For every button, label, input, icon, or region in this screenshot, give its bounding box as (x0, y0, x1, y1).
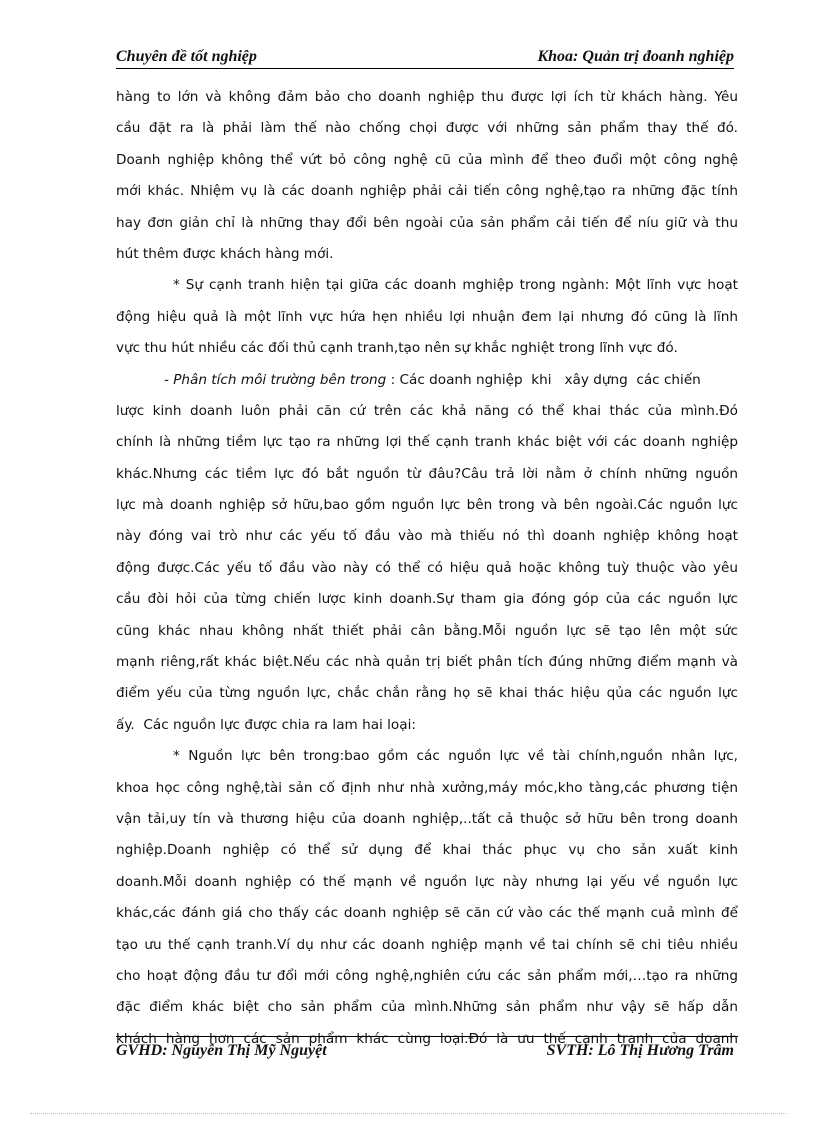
text-line (116, 616, 738, 647)
document-body (116, 82, 738, 1055)
text-line (116, 365, 738, 396)
line-text: hàng to lớn và không đảm bảo cho doanh nghiệp thu được lợi ích từ khách hàng. Yêu (116, 89, 738, 105)
text-line (116, 553, 738, 584)
line-text: khách hàng hơn các sản phẩm khác cùng loại.Đó là ưu thế cạnh tranh của doanh (116, 1030, 738, 1047)
footer-advisor: GVHD: Nguyễn Thị Mỹ Nguyệt (116, 1042, 327, 1059)
text-line (116, 741, 738, 772)
text-line (116, 176, 738, 207)
header-department: Khoa: Quản trị đoanh nghiệp (537, 48, 734, 65)
line-text: Doanh nghiệp không thể vứt bỏ công nghệ cũ của mình để theo đuổi một công nghệ (116, 151, 738, 168)
line-text: : Các doanh nghiệp khi xây dựng các chiến (386, 371, 701, 388)
line-text: * Sự cạnh tranh hiện tại giữa các doanh mghiệp trong ngành: Một lĩnh vực hoạt (173, 277, 738, 294)
page-bottom-border (30, 1113, 786, 1114)
line-text: cầu đòi hỏi của từng chiến lược kinh doanh.Sự tham gia đóng góp của các nguồn lực (116, 591, 738, 608)
line-text: nghiệp.Doanh nghiệp có thể sử dụng để khai thác phục vụ cho sản xuất kinh (116, 842, 738, 859)
text-line (116, 396, 738, 427)
line-text: chính là những tiềm lực tạo ra những lợi thế cạnh tranh khác biệt với các doanh nghiệp (116, 434, 738, 451)
line-text: tạo ưu thế cạnh tranh.Ví dụ như các doanh nghiệp mạnh về tai chính sẽ chi tiêu nhiều (116, 936, 738, 953)
line-text: hay đơn giản chỉ là những thay đổi bên ngoài của sản phẩm cải tiến để níu giữ và thu (116, 214, 738, 231)
text-line (116, 647, 738, 678)
text-line (116, 113, 738, 144)
text-line (116, 145, 738, 176)
text-line (116, 992, 738, 1023)
text-line (116, 930, 738, 961)
line-text: đặc điểm khác biệt cho sản phẩm của mình.Những sản phẩm như vậy sẽ hấp dẫn (116, 999, 738, 1016)
line-text: vận tải,uy tín và thương hiệu của doanh nghiệp,..tất cả thuộc sở hữu bên trong doanh (116, 810, 738, 827)
text-line (116, 961, 738, 992)
footer-divider (116, 1036, 738, 1037)
text-line (116, 898, 738, 929)
page-header (116, 48, 734, 69)
text-line (116, 835, 738, 866)
text-line (116, 239, 738, 270)
line-text: động được.Các yếu tố đầu vào này có thể có hiệu quả hoặc không tuỳ thuộc vào yêu (116, 559, 738, 576)
line-text: khoa học công nghệ,tài sản cố định như nhà xưởng,máy móc,kho tàng,các phương tiện (116, 779, 738, 796)
line-text: động hiệu quả là một lĩnh vực hứa hẹn nhiều lợi nhuận đem lại nhưng đó cũng là lĩnh (116, 308, 738, 325)
text-line (116, 584, 738, 615)
page-footer (116, 1042, 734, 1060)
text-line (116, 804, 738, 835)
line-text: khác,các đánh giá cho thấy các doanh nghiệp sẽ căn cứ vào các thế mạnh cuả mình để (116, 905, 738, 922)
footer-student: SVTH: Lô Thị Hương Trâm (546, 1042, 734, 1059)
text-line (116, 270, 738, 301)
header-title: Chuyên đề tốt nghiệp (116, 48, 257, 65)
line-text: doanh.Mỗi doanh nghiệp có thế mạnh về nguồn lực này nhưng lại yếu về nguồn lực (116, 873, 738, 890)
line-text: cầu đặt ra là phải làm thế nào chống chọi được với những sản phẩm thay thế đó. (116, 120, 738, 137)
line-text: điểm yếu của từng nguồn lực, chắc chắn rằng họ sẽ khai thác hiệu qủa các nguồn lực (116, 685, 738, 702)
line-text: hút thêm được khách hàng mới. (116, 245, 334, 262)
text-line (116, 427, 738, 458)
text-line (116, 490, 738, 521)
text-line (116, 678, 738, 709)
line-text: vực thu hút nhiều các đối thủ cạnh tranh,tạo nên sự khắc nghiệt trong lĩnh vực đó. (116, 340, 678, 357)
line-text: cũng khác nhau không nhất thiết phải cân bằng.Mỗi nguồn lực sẽ tạo lên một sức (116, 622, 738, 639)
text-line (116, 867, 738, 898)
line-text: ấy. Các nguồn lực được chia ra lam hai loại: (116, 716, 416, 733)
text-line (116, 302, 738, 333)
line-text: lược kinh doanh luôn phải căn cứ trên các khả năng có thể khai thác của mình.Đó (116, 402, 738, 419)
text-line (116, 459, 738, 490)
text-line (116, 333, 738, 364)
text-line (116, 710, 738, 741)
line-text: cho hoạt động đầu tư đổi mới công nghệ,nghiên cứu các sản phẩm mới,…tạo ra những (116, 967, 738, 984)
line-text: mới khác. Nhiệm vụ là các doanh nghiệp phải cải tiến công nghệ,tạo ra những đặc tính (116, 183, 738, 200)
line-text: này đóng vai trò như các yếu tố đầu vào mà thiếu nó thì doanh nghiệp không hoạt (116, 528, 738, 545)
line-text: khác.Nhưng các tiềm lực đó bắt nguồn từ đâu?Câu trả lời nằm ở chính những nguồn (116, 465, 738, 482)
text-line (116, 521, 738, 552)
line-text: * Nguồn lực bên trong:bao gồm các nguồn lực về tài chính,nguồn nhân lực, (173, 748, 738, 765)
line-text: mạnh riêng,rất khác biệt.Nếu các nhà quản trị biết phân tích đúng những điểm mạnh và (116, 654, 738, 671)
section-heading: - Phân tích môi trường bên trong (164, 371, 387, 388)
line-text: lực mà doanh nghiệp sở hữu,bao gồm nguồn lực bên trong và bên ngoài.Các nguồn lực (116, 497, 738, 514)
text-line (116, 82, 738, 113)
text-line (116, 208, 738, 239)
text-line (116, 773, 738, 804)
